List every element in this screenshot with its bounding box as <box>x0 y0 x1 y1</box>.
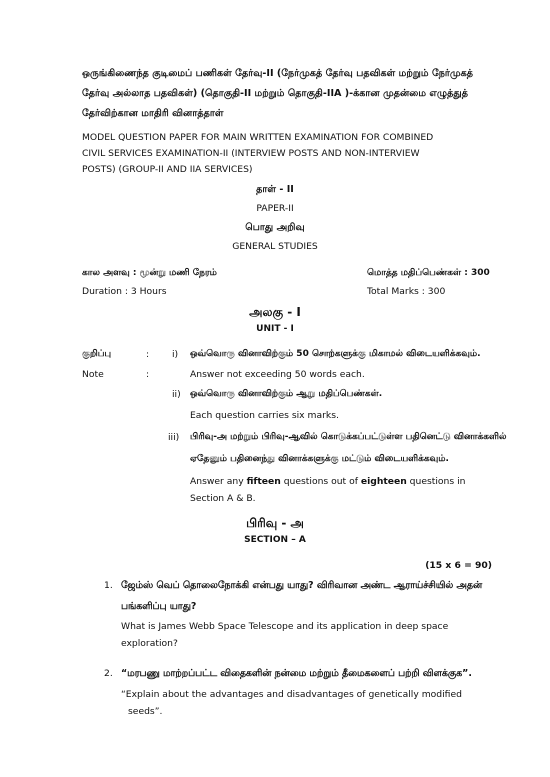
note-item-1-num: i) <box>172 349 179 360</box>
duration-tamil: கால அளவு : மூன்று மணி நேரம் <box>82 268 217 278</box>
unit-tamil: அலகு - I <box>249 305 301 319</box>
note-label-tamil: குறிப்பு <box>82 349 112 359</box>
tamil-title-line-3: தேர்விற்கான மாதிரி வினாத்தாள் <box>82 108 224 119</box>
note-colon-english: : <box>146 369 150 380</box>
section-tamil: பிரிவு - அ <box>246 516 304 530</box>
english-title-line-3: POSTS) (GROUP-II AND IIA SERVICES) <box>82 164 253 175</box>
question-1-tamil-line-1: ஜேம்ஸ் வெப் தொலைநோக்கி என்பது யாது? விரிவான அண்ட ஆராய்ச்சியில் அதன் <box>121 580 483 591</box>
paper-english: PAPER-II <box>256 203 294 214</box>
section-marks: (15 x 6 = 90) <box>425 560 492 571</box>
note-item-3-tamil-line-2: ஏதேனும் பதினைந்து வினாக்களுக்கு மட்டும் விடையளிக்கவும். <box>190 454 449 464</box>
note-item-2-tamil: ஒவ்வொரு வினாவிற்கும் ஆறு மதிப்பெண்கள். <box>190 389 383 399</box>
note-item-2-english: Each question carries six marks. <box>190 410 339 421</box>
tamil-title-line-2: தேர்வு அல்லாத பதவிகள்) (தொகுதி-II மற்றும் தொகுதி-IIA )-க்கான முதன்மை எழுத்துத் <box>82 88 468 99</box>
question-2-english-line-2: seeds”. <box>128 706 163 717</box>
note-text: questions in <box>406 476 466 487</box>
paper-tamil: தாள் - II <box>256 184 294 195</box>
section-english: SECTION – A <box>244 535 306 545</box>
note-item-1-tamil: ஒவ்வொரு வினாவிற்கும் 50 சொற்களுக்கு மிகாமல் விடையளிக்கவும். <box>190 349 481 359</box>
subject-english: GENERAL STUDIES <box>232 241 318 252</box>
english-title-line-1: MODEL QUESTION PAPER FOR MAIN WRITTEN EXAMINATION FOR COMBINED <box>82 132 434 143</box>
note-item-3-tamil-line-1: பிரிவு-அ மற்றும் பிரிவு-ஆவில் கொடுக்கப்பட்டுள்ள பதினெட்டு வினாக்களில் <box>190 432 507 442</box>
question-1-number: 1. <box>104 580 113 591</box>
duration-english: Duration : 3 Hours <box>82 286 167 297</box>
unit-english: UNIT - I <box>256 324 294 334</box>
question-2-tamil-line-1: “மரபணு மாற்றப்பட்ட விதைகளின் நன்மை மற்றும் தீமைகளைப் பற்றி விளக்குக”. <box>121 668 472 679</box>
question-1-tamil-line-2: பங்களிப்பு யாது? <box>121 601 197 612</box>
note-text: questions out of <box>280 476 361 487</box>
note-text: Answer any <box>190 476 247 487</box>
total-marks-english: Total Marks : 300 <box>367 286 446 297</box>
note-emphasis-eighteen: eighteen <box>360 476 407 487</box>
note-colon: : <box>146 349 150 360</box>
subject-tamil: பொது அறிவு <box>245 222 305 233</box>
question-1-english-line-2: exploration? <box>121 638 178 649</box>
note-label-english: Note <box>82 369 104 380</box>
note-item-2-num: ii) <box>172 389 181 400</box>
note-item-3-num: iii) <box>168 432 180 443</box>
tamil-title-line-1: ஒருங்கிணைந்த குடிமைப் பணிகள் தேர்வு-II (நேர்முகத் தேர்வு பதவிகள் மற்றும் நேர்முகத் <box>82 68 473 79</box>
question-1-english-line-1: What is James Webb Space Telescope and its application in deep space <box>121 621 449 632</box>
note-item-3-english-line-2: Section A & B. <box>190 493 256 504</box>
total-marks-tamil: மொத்த மதிப்பெண்கள் : 300 <box>367 268 490 278</box>
question-2-english-line-1: “Explain about the advantages and disadvantages of genetically modified <box>121 689 462 700</box>
note-item-3-english-line-1 <box>190 476 465 487</box>
note-item-1-english: Answer not exceeding 50 words each. <box>190 369 365 380</box>
english-title-line-2: CIVIL SERVICES EXAMINATION-II (INTERVIEW POSTS AND NON-INTERVIEW <box>82 148 420 159</box>
question-2-number: 2. <box>104 668 113 679</box>
note-emphasis-fifteen: fifteen <box>246 476 281 487</box>
